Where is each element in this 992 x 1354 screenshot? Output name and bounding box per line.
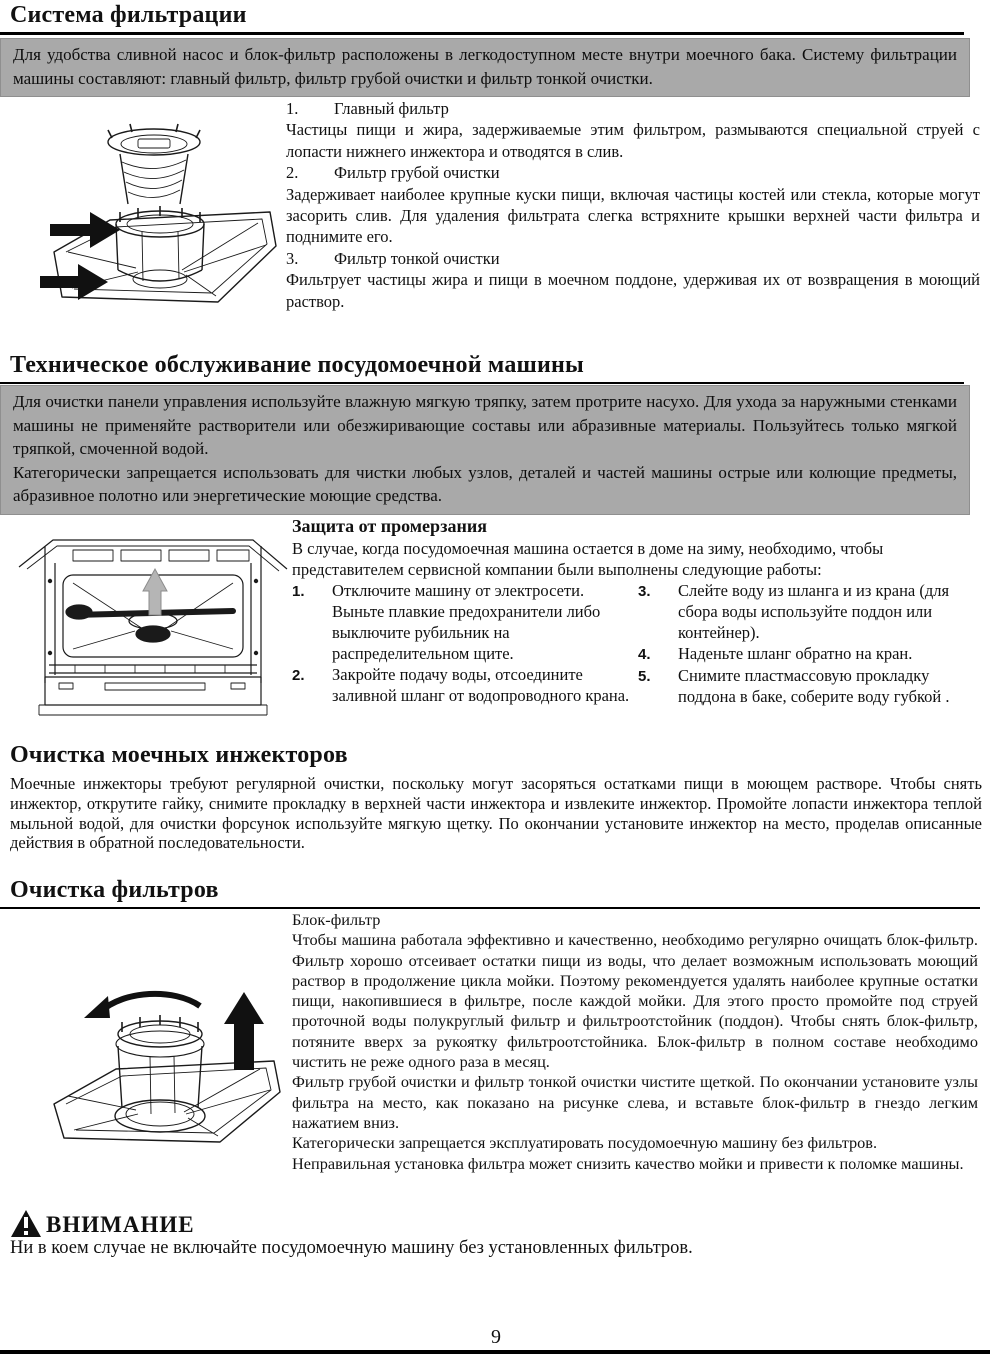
filters-cleaning-text <box>292 910 978 1174</box>
filters-cleaning-p4: Неправильная установка фильтра может снизить качество мойки и привести к поломке машины. <box>292 1153 964 1173</box>
filtration-note-text: Для удобства сливной насос и блок-фильтр расположены в легкодоступном месте внутри моечного бака. Систему фильтрации машины составляют: главный фильтр, фильтр грубой очистки и фильтр тонкой очистки. <box>13 45 957 88</box>
filter-item-1-title: 1. Главный фильтр <box>286 99 449 118</box>
filters-cleaning-p1: Чтобы машина работала эффективно и качественно, необходимо регулярно очищать блок-фильтр. Фильтр хорошо отсеивает остатки пищи из воды, что делает возможным использовать моющий раствор в продолжение цикла мойки. Поэтому рекомендуется удалять наиболее крупные остатки пищи, накопившиеся в фильтре, после каждой мойки. Для этого просто промойте под струей проточной воды полукруглый фильтр и фильтроотстойник (поддон). Чтобы снять блок-фильтр, потяните вверх за рукоятку фильтроотстойника. Блок-фильтр в полном составе необходимо чистить не реже одного раза в месяц. <box>292 930 978 1072</box>
frost-steps <box>292 580 978 707</box>
item-number: 3. <box>286 248 299 268</box>
warning-text: Ни в коем случае не включайте посудомоечную машину без установленных фильтров. <box>10 1238 693 1258</box>
rotate-arrowhead-icon <box>84 996 110 1018</box>
rotate-arrow-icon <box>100 994 200 1012</box>
step-number: 2. <box>292 667 305 684</box>
filtration-note-box <box>0 38 970 97</box>
frost-steps-right <box>638 580 976 707</box>
filters-cleaning-p3: Категорически запрещается эксплуатировать посудомоечную машину без фильтров. <box>292 1133 878 1153</box>
filter-assembly-figure <box>20 100 288 338</box>
block-filter-subtitle: Блок-фильтр <box>292 910 381 929</box>
warning-header <box>10 1209 195 1239</box>
filter-removal-drawing <box>38 972 292 1152</box>
frost-title: Защита от промерзания <box>292 516 487 536</box>
item-number: 2. <box>286 163 299 183</box>
arrow-up-icon <box>143 569 167 615</box>
title-rule <box>0 382 964 384</box>
title-rule <box>0 907 980 909</box>
filter-item-1-desc: Частицы пищи и жира, задерживаемые этим фильтром, размываются специальной струей с лопасти нижнего инжектора и отводятся в слив. <box>286 120 980 161</box>
frost-step-3: 3. Слейте воду из шланга и из крана (для сбора воды используйте поддон или контейнер). <box>638 581 950 642</box>
filter-removal-figure <box>38 972 292 1152</box>
filters-cleaning-p2: Фильтр грубой очистки и фильтр тонкой очистки чистите щеткой. По окончании установите узлы фильтра на место, как показано на рисунке слева, и вставьте блок-фильтр в гнездо легким нажатием вниз. <box>292 1072 978 1132</box>
frost-step-1: 1. Отключите машину от электросети. Выньте плавкие предохранители либо выключите рубильник на распределительном щите. <box>292 581 601 663</box>
step-number: 3. <box>638 583 651 600</box>
frost-steps-left <box>292 580 630 707</box>
filter-item-3-desc: Фильтрует частицы жира и пищи в моечном поддоне, удерживая их от возвращения в моющий раствор. <box>286 270 980 311</box>
filtration-items <box>286 98 980 312</box>
section-title-maintenance: Техническое обслуживание посудомоечной машины <box>10 352 584 378</box>
section-title-filtration: Система фильтрации <box>10 2 247 28</box>
title-rule <box>0 32 964 35</box>
step-number: 1. <box>292 583 305 600</box>
section-title-filters-cleaning: Очистка фильтров <box>10 877 219 903</box>
page-number: 9 <box>491 1326 501 1348</box>
maintenance-note-p2: Категорически запрещается использовать для чистки любых узлов, деталей и частей машины острые или колющие предметы, абразивное полотно или энергетические моющие средства. <box>13 462 957 505</box>
frost-intro: В случае, когда посудомоечная машина остается в доме на зиму, необходимо, чтобы представителем сервисной компании были выполнены следующие работы: <box>292 539 884 579</box>
arrow-right-icon <box>40 264 108 300</box>
warning-title: ВНИМАНИЕ <box>46 1212 195 1237</box>
filter-item-2-title: 2. Фильтр грубой очистки <box>286 163 500 183</box>
filter-item-3-title: 3. Фильтр тонкой очистки <box>286 248 500 268</box>
filter-assembly-drawing <box>20 100 288 338</box>
page-bottom-bar <box>0 1350 990 1354</box>
arrow-up-icon <box>224 992 264 1070</box>
item-number: 1. <box>286 99 299 118</box>
frost-step-5: 5. Снимите пластмассовую прокладку поддона в баке, соберите воду губкой . <box>638 666 950 706</box>
maintenance-note-box <box>0 385 970 515</box>
step-number: 5. <box>638 668 651 685</box>
maintenance-note-p1: Для очистки панели управления используйте влажную мягкую тряпку, затем протрите насухо. Для ухода за наружными стенками машины не применяйте растворители или обезжиривающие составы или абразивные материалы. Пользуйтесь только мягкой тряпкой, смоченной водой. <box>13 392 957 458</box>
dishwasher-interior-figure <box>15 533 293 719</box>
step-number: 4. <box>638 646 651 663</box>
frost-step-2: 2. Закройте подачу воды, отсоедините заливной шланг от водопроводного крана. <box>292 665 630 705</box>
dishwasher-interior-drawing <box>15 533 293 719</box>
warning-triangle-icon <box>10 1209 42 1239</box>
frost-protection-block <box>292 516 978 707</box>
filter-item-2-desc: Задерживает наиболее крупные куски пищи, включая частицы костей или стекла, которые могут засорить слив. Для удаления фильтрата слегка встряхните крышки верхней части фильтра и поднимите его. <box>286 184 980 247</box>
injectors-body: Моечные инжекторы требуют регулярной очистки, поскольку могут засоряться остатками пищи в моющем растворе. Чтобы снять инжектор, открутите гайку, снимите прокладку в верхней части инжектора и извлеките инжектор. Промойте лопасти инжектора теплой мыльной водой, для очистки форсунок используйте мягкую щетку. По окончании установите инжектор на место, проделав описанные действия в обратной последовательности. <box>10 774 982 853</box>
section-title-injectors: Очистка моечных инжекторов <box>10 742 348 768</box>
frost-step-4: 4. Наденьте шланг обратно на кран. <box>638 644 913 663</box>
